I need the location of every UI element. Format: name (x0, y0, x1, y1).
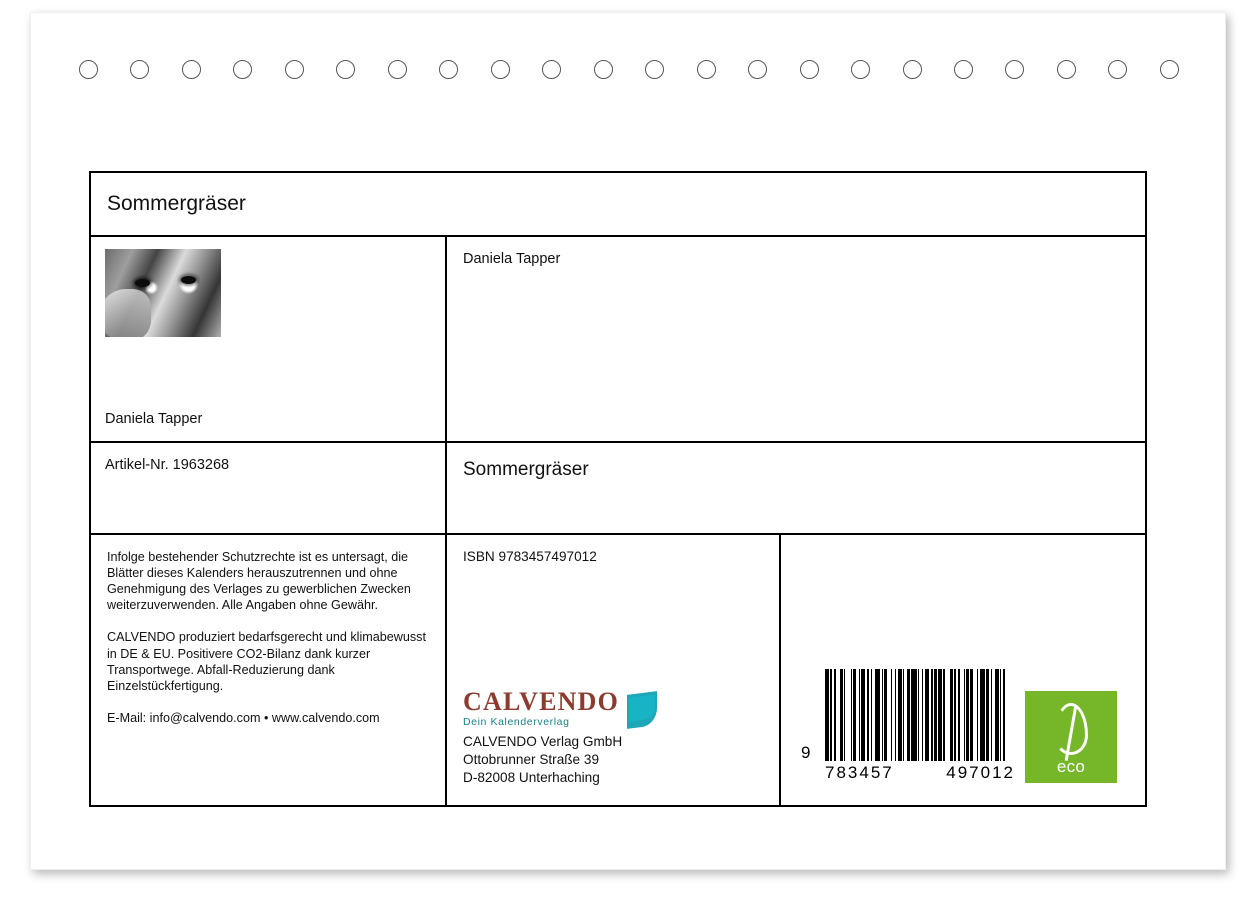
punch-hole-icon (697, 60, 716, 79)
punch-hole-icon (233, 60, 252, 79)
punch-hole-icon (130, 60, 149, 79)
eco-badge-label: eco (1056, 757, 1086, 776)
barcode-bar (1005, 669, 1008, 761)
page-title: Sommergräser (107, 192, 246, 215)
article-row (91, 443, 1145, 535)
leaf-icon (1054, 703, 1088, 755)
imprint-table (89, 171, 1147, 807)
barcode-bars (825, 669, 1015, 761)
punch-hole-icon (903, 60, 922, 79)
punch-hole-icon (336, 60, 355, 79)
punch-hole-icon (1108, 60, 1127, 79)
punch-hole-icon (645, 60, 664, 79)
title-row (91, 173, 1145, 237)
punch-hole-icon (542, 60, 561, 79)
barcode-group-left: 783457 (825, 763, 894, 782)
contact-line: E-Mail: info@calvendo.com • www.calvendo.com (107, 710, 380, 725)
publisher-cell (447, 535, 781, 805)
punch-hole-icon (1057, 60, 1076, 79)
punch-hole-icon (79, 60, 98, 79)
article-number-cell (91, 443, 447, 533)
barcode-cell (781, 535, 1145, 805)
punch-hole-icon (439, 60, 458, 79)
isbn-text: ISBN 9783457497012 (463, 549, 597, 564)
punch-hole-icon (748, 60, 767, 79)
footer-row (91, 535, 1145, 805)
author-cell (447, 237, 1145, 441)
eye-shape (135, 279, 150, 287)
punch-hole-icon (388, 60, 407, 79)
calvendo-logo-text (463, 686, 620, 728)
photographer-caption: Daniela Tapper (105, 411, 203, 427)
legal-paragraph-sustainability: CALVENDO produziert bedarfsgerecht und klimabewusst in DE & EU. Positivere CO2-Bilanz dank kurzer Transportwege. Abfall-Reduzierung dank Einzelstückfertigung. (107, 630, 426, 693)
spiral-punch-holes (31, 49, 1227, 89)
punch-hole-icon (594, 60, 613, 79)
photographer-cell (91, 237, 447, 441)
calvendo-logo (463, 686, 657, 728)
legal-paragraph-copyright: Infolge bestehender Schutzrechte ist es untersagt, die Blätter dieses Kalenders herauszutrennen und ohne Genehmigung des Verlages zu gewerblichen Zwecken weiterzuverwenden. Alle Angaben ohne Gewähr. (107, 550, 411, 613)
calendar-subtitle: Sommergräser (463, 459, 589, 480)
calvendo-tagline: Dein Kalenderverlag (463, 715, 570, 728)
calvendo-page-icon (627, 691, 657, 729)
barcode-group-right: 497012 (946, 763, 1015, 782)
publisher-address (463, 733, 622, 787)
calendar-sheet (30, 12, 1226, 870)
punch-hole-icon (800, 60, 819, 79)
article-number: Artikel-Nr. 1963268 (105, 457, 230, 473)
punch-hole-icon (182, 60, 201, 79)
punch-hole-icon (1160, 60, 1179, 79)
punch-hole-icon (491, 60, 510, 79)
legal-notice-cell (91, 535, 447, 805)
eye-shape (181, 276, 196, 284)
subtitle-cell (447, 443, 1145, 533)
punch-hole-icon (954, 60, 973, 79)
punch-hole-icon (851, 60, 870, 79)
punch-hole-icon (1005, 60, 1024, 79)
calvendo-wordmark: CALVENDO (463, 686, 620, 716)
barcode-digits (825, 763, 1015, 783)
punch-hole-icon (285, 60, 304, 79)
barcode-lead-digit: 9 (801, 743, 811, 762)
photographer-portrait-photo (105, 249, 221, 337)
eco-badge (1025, 691, 1117, 783)
author-row (91, 237, 1145, 443)
ean-barcode (801, 669, 1015, 783)
publisher-city: D-82008 Unterhaching (463, 770, 600, 786)
dog-muzzle-shape (105, 289, 151, 337)
publisher-street: Ottobrunner Straße 39 (463, 752, 600, 768)
publisher-name: CALVENDO Verlag GmbH (463, 734, 623, 750)
author-name: Daniela Tapper (463, 251, 561, 267)
